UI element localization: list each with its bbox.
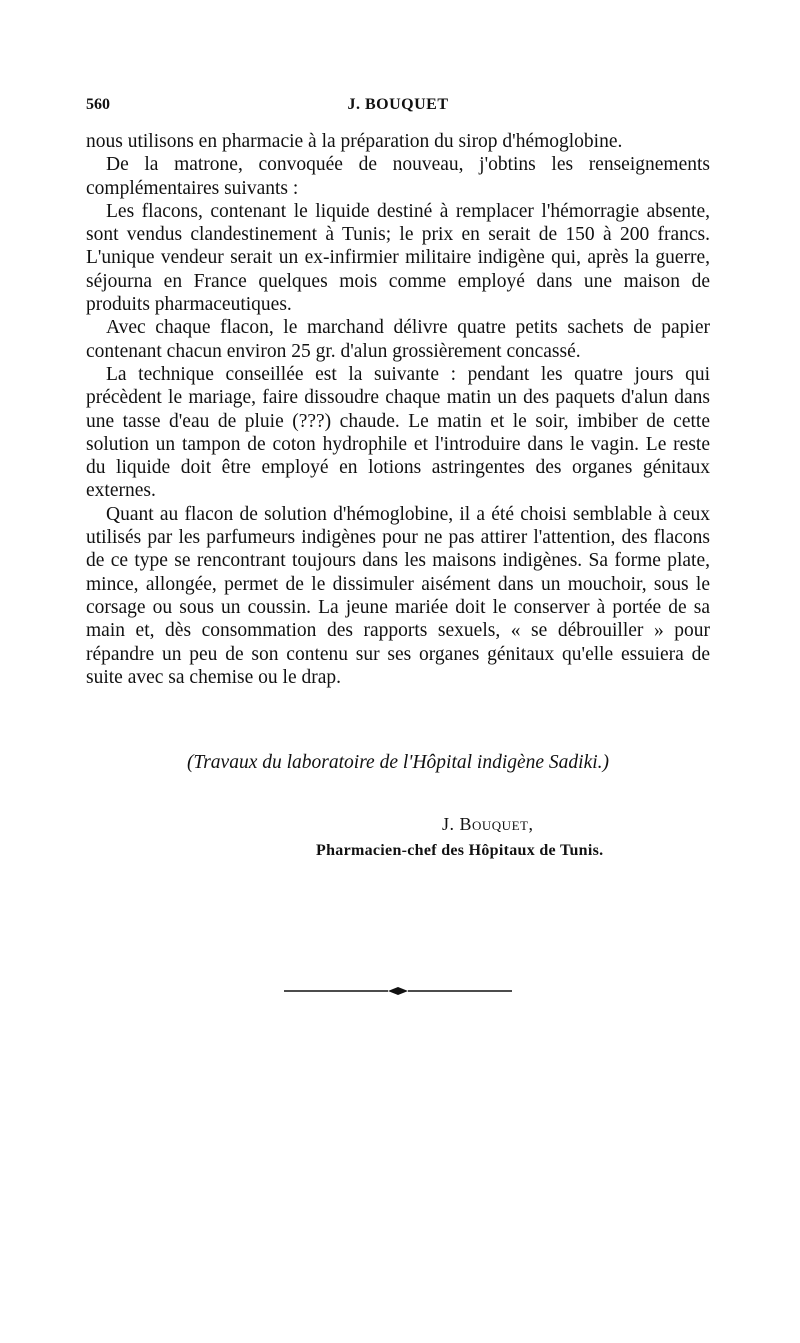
signature-initial: J. — [442, 814, 455, 834]
signature-surname: Bouquet, — [459, 814, 534, 834]
running-head-author: J. BOUQUET — [347, 96, 449, 113]
signature-name — [442, 814, 533, 835]
signature-title: Pharmacien-chef des Hôpitaux de Tunis. — [316, 842, 604, 859]
body-text — [86, 130, 710, 689]
page-number: 560 — [86, 96, 110, 113]
laboratory-credit: (Travaux du laboratoire de l'Hôpital indigène Sadiki.) — [186, 752, 610, 773]
paragraph-matrone: De la matrone, convoquée de nouveau, j'obtins les renseignements complémentaires suivants : — [86, 154, 710, 199]
running-head — [86, 96, 710, 120]
paragraph-sachets: Avec chaque flacon, le marchand délivre quatre petits sachets de papier contenant chacun environ 25 gr. d'alun grossièrement concassé. — [86, 317, 710, 362]
paragraph-flacons: Les flacons, contenant le liquide destiné à remplacer l'hémorragie absente, sont vendus clandestinement à Tunis; le prix en serait de 150 à 200 francs. L'unique vendeur serait un ex-infirmier militaire indigène qui, après la guerre, séjourna en France quelques mois comme employé dans une maison de produits pharmaceutiques. — [86, 200, 710, 316]
paragraph-technique: La technique conseillée est la suivante : pendant les quatre jours qui précèdent le mariage, faire dissoudre chaque matin un des paquets d'alun dans une tasse d'eau de pluie (???) chaude. Le matin et le soir, imbiber de cette solution un tampon de coton hydrophile et l'introduire dans le vagin. Le reste du liquide doit être employé en lotions astringentes des organes génitaux externes. — [86, 363, 710, 502]
paragraph-hemoglobine: Quant au flacon de solution d'hémoglobine, il a été choisi semblable à ceux utilisés par les parfumeurs indigènes pour ne pas attirer l'attention, des flacons de ce type se rencontrant toujours dans les maisons indigènes. Sa forme plate, mince, allongée, permet de le dissimuler aisément dans un mouchoir, sous le corsage ou sous un coussin. La jeune mariée doit le conserver à portée de sa main et, dès consommation des rapports sexuels, « se débrouiller » pour répandre un peu de son contenu sur ses organes génitaux qu'elle essuiera de suite avec sa chemise ou le drap. — [86, 503, 710, 688]
end-ornament-rule — [284, 984, 512, 998]
paragraph-continuation: nous utilisons en pharmacie à la préparation du sirop d'hémoglobine. — [86, 131, 623, 152]
